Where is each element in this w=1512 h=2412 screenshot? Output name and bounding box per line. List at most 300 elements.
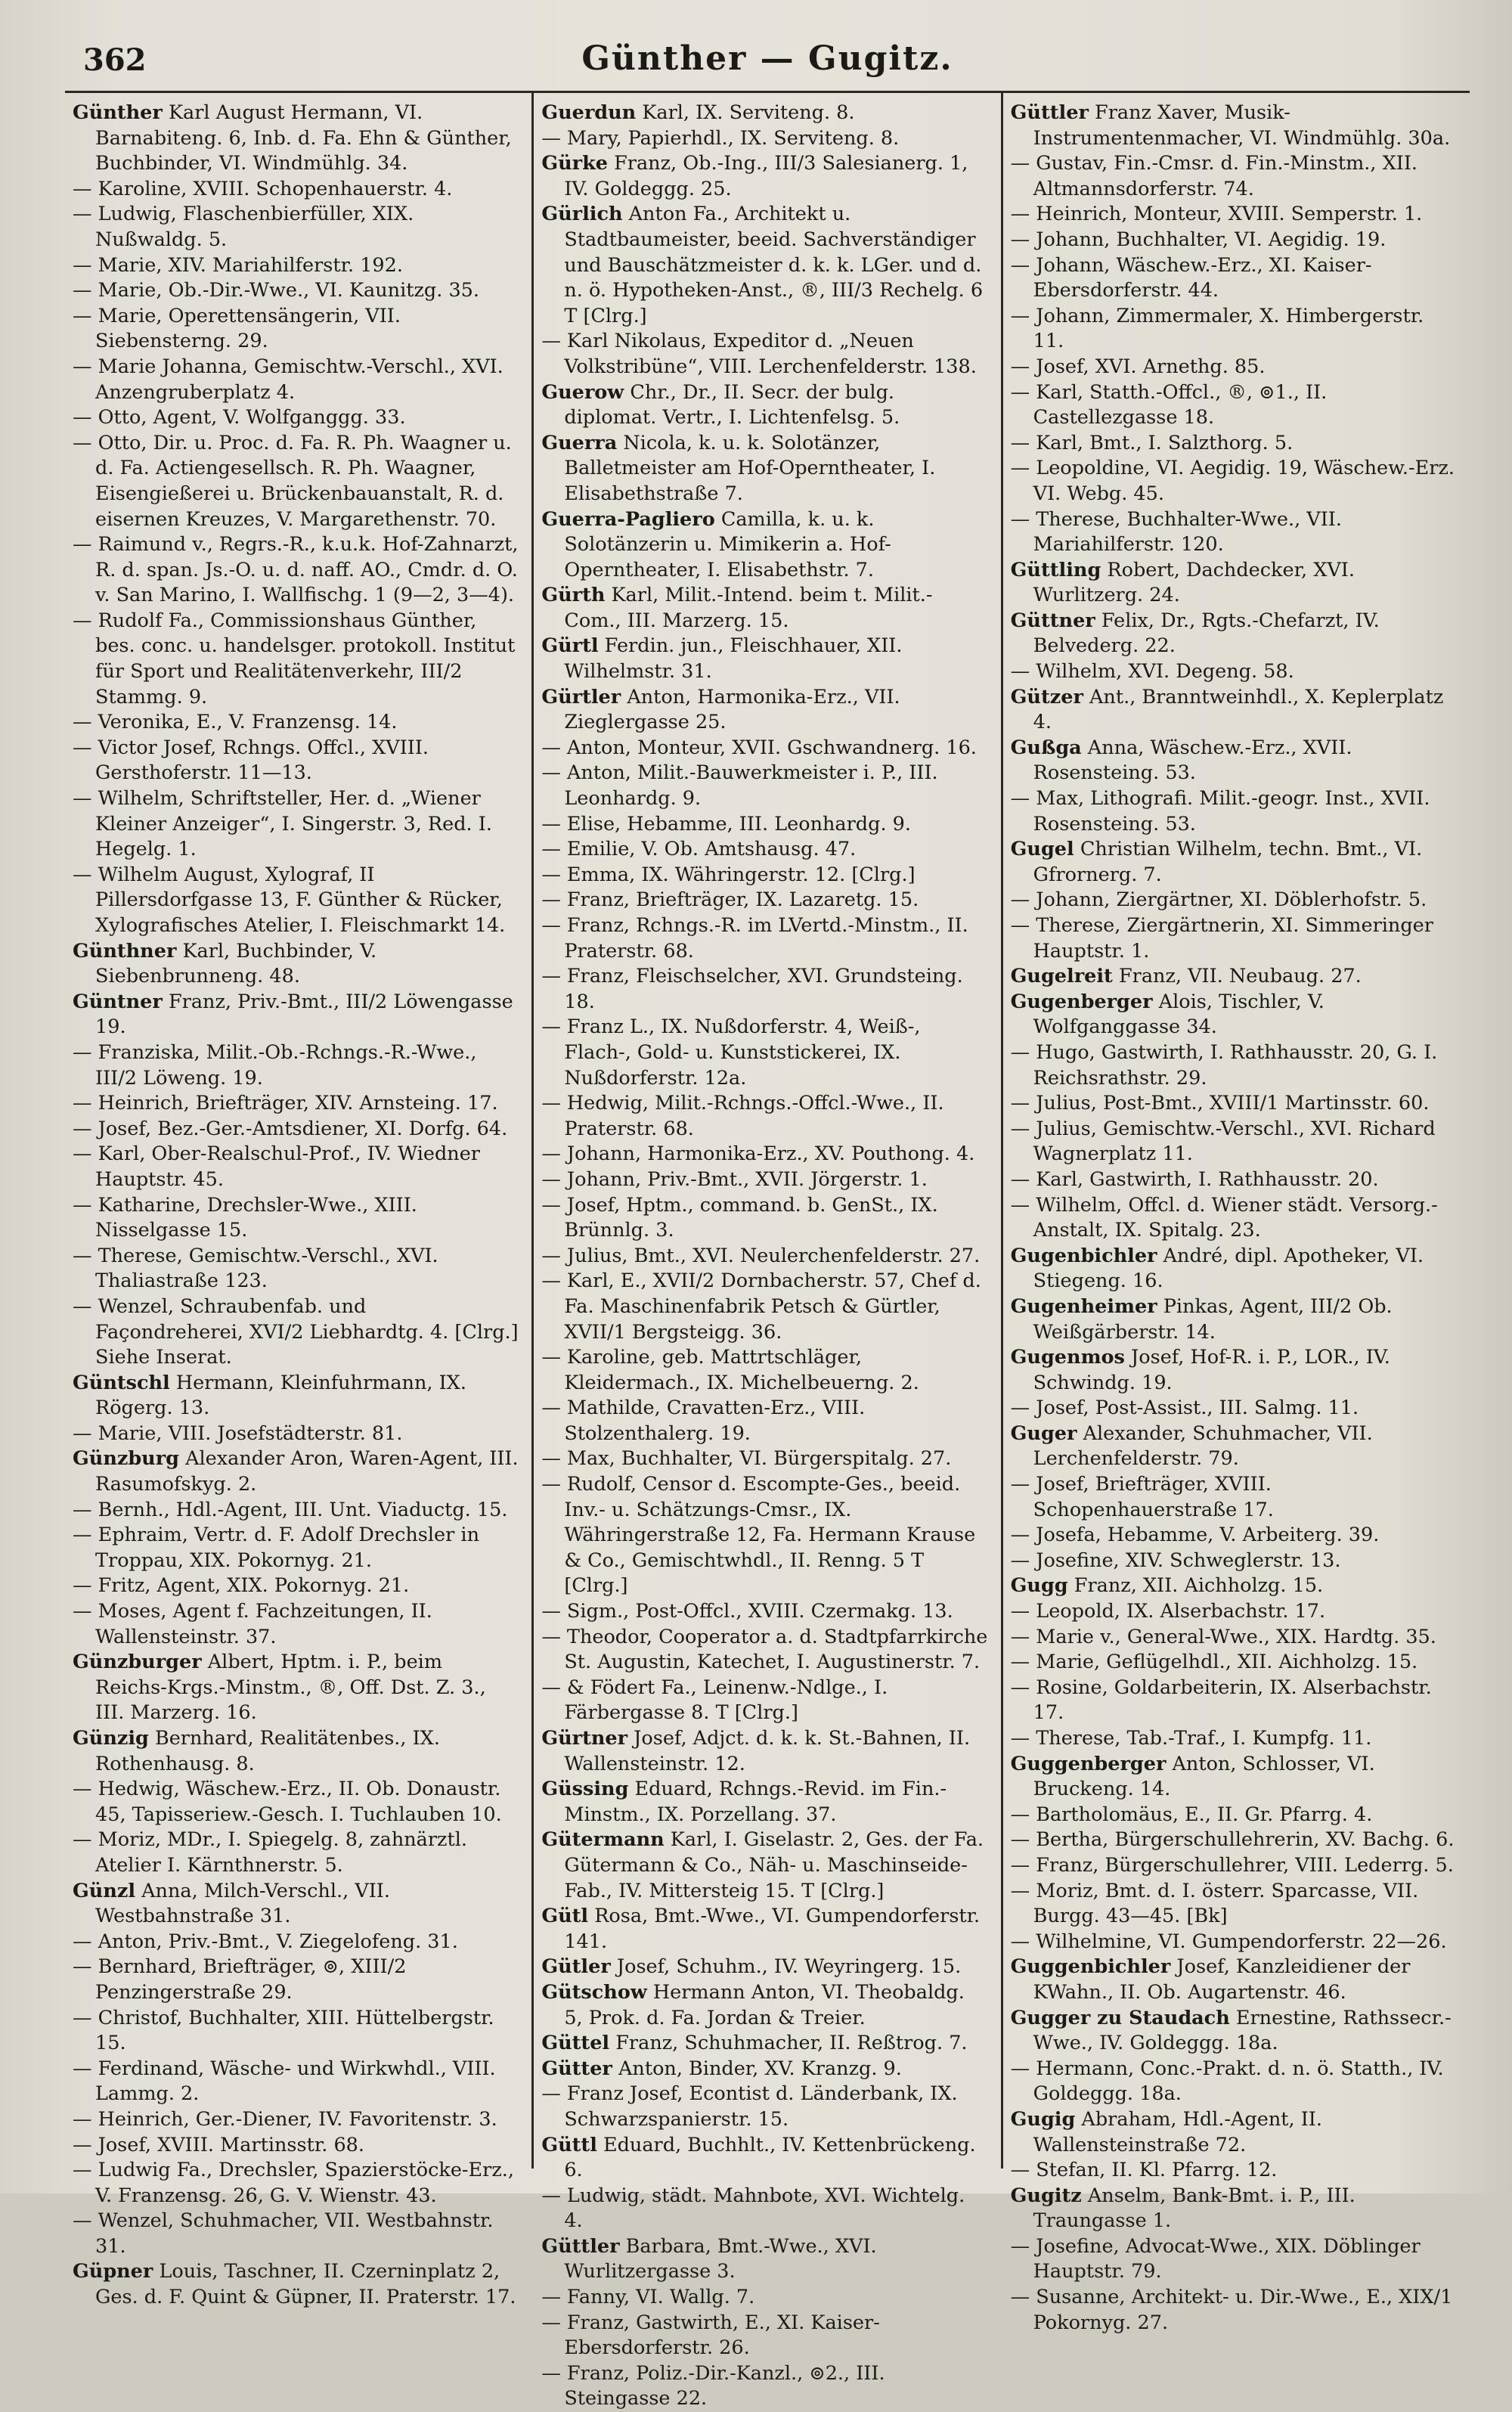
entry-surname: Gugg: [1010, 1574, 1068, 1598]
entry-text: Hermann Anton, VI. Theobaldg. 5, Prok. d. Fa. Jordan & Treier.: [564, 1980, 965, 2029]
entry-text: — Bernh., Hdl.-Agent, III. Unt. Viaductg. 15.: [73, 1498, 508, 1521]
directory-entry: [1011, 380, 1458, 431]
entry-text: — Franz, Poliz.-Dir.-Kanzl., ⊚2., III. Steingasse 22.: [541, 2361, 885, 2410]
directory-entry: [73, 2259, 519, 2310]
directory-entry: [541, 1244, 988, 1270]
entry-text: — Stefan, II. Kl. Pfarrg. 12.: [1010, 2159, 1278, 2182]
entry-text: — Leopold, IX. Alserbachstr. 17.: [1010, 1600, 1326, 1623]
entry-text: — Anton, Priv.-Bmt., V. Ziegelofeng. 31.: [73, 1930, 458, 1953]
entry-surname: Güttl: [541, 2133, 597, 2156]
entry-text: Josef, Schuhm., IV. Weyringerg. 15.: [610, 1955, 962, 1979]
entry-text: — Johann, Harmonika-Erz., XV. Pouthong. 4.: [541, 1142, 975, 1166]
entry-surname: Gugig: [1010, 2107, 1076, 2131]
entry-surname: Gugenberger: [1010, 990, 1153, 1013]
entry-text: — Hedwig, Wäschew.-Erz., II. Ob. Donaustr. 45, Tapisseriew.-Gesch. I. Tuchlauben 10.: [73, 1778, 502, 1826]
entry-text: — Marie, XIV. Mariahilferstr. 192.: [73, 253, 403, 277]
directory-entry: [1011, 1930, 1458, 1955]
entry-text: — Katharine, Drechsler-Wwe., XIII. Nisselgasse 15.: [73, 1193, 417, 1242]
entry-text: — Josefa, Hebamme, V. Arbeiterg. 39.: [1010, 1524, 1380, 1547]
directory-entry: [73, 532, 519, 609]
entry-text: Karl, Buchbinder, V. Siebenbrunneng. 48.: [95, 939, 377, 988]
entry-text: — Karoline, XVIII. Schopenhauerstr. 4.: [73, 177, 453, 200]
entry-text: Anna, Milch-Verschl., VII. Westbahnstraße 31.: [95, 1879, 390, 1928]
directory-entry: [1011, 1573, 1458, 1599]
directory-entry: [541, 1599, 988, 1625]
entry-text: — Bertha, Bürgerschullehrerin, XV. Bachg. 6.: [1010, 1828, 1455, 1852]
entry-text: — Emilie, V. Ob. Amtshausg. 47.: [541, 838, 857, 861]
entry-text: — Max, Lithografi. Milit.-geogr. Inst., XVII. Rosensteing. 53.: [1010, 787, 1430, 836]
directory-entry: [73, 1777, 519, 1828]
entry-text: — Therese, Buchhalter-Wwe., VII. Mariahilferstr. 120.: [1010, 507, 1342, 556]
entry-surname: Guggenbichler: [1010, 1955, 1171, 1979]
directory-entry: [73, 1523, 519, 1573]
directory-entry: [1011, 1244, 1458, 1294]
directory-entry: [541, 2082, 988, 2132]
directory-entry: [73, 253, 519, 279]
entry-text: Felix, Dr., Rgts.-Chefarzt, IV. Belvederg. 22.: [1033, 609, 1380, 658]
directory-entry: [541, 888, 988, 913]
entry-text: Rosa, Bmt.-Wwe., VI. Gumpendorferstr. 141.: [564, 1905, 981, 1953]
directory-entry: [541, 2311, 988, 2361]
entry-surname: Gugelreit: [1010, 965, 1113, 988]
directory-entry: [73, 177, 519, 203]
entry-text: Karl, Milit.-Intend. beim t. Milit.-Com., III. Marzerg. 15.: [564, 584, 933, 632]
entry-text: Alois, Tischler, V. Wolfganggasse 34.: [1033, 990, 1325, 1039]
directory-entry: [73, 2133, 519, 2159]
entry-text: — Heinrich, Briefträger, XIV. Arnsteing. 17.: [73, 1092, 498, 1115]
entry-surname: Günthner: [73, 939, 177, 963]
directory-entry: [73, 990, 519, 1040]
directory-entry: [73, 1091, 519, 1117]
entry-text: — Karl, Ober-Realschul-Prof., IV. Wiedner Hauptstr. 45.: [73, 1142, 480, 1191]
entry-text: — Therese, Tab.-Traf., I. Kumpfg. 11.: [1010, 1727, 1372, 1750]
entry-surname: Guerra: [541, 431, 618, 454]
directory-entry: [1011, 2057, 1458, 2107]
directory-entry: [73, 431, 519, 532]
directory-entry: [73, 1421, 519, 1447]
directory-entry: [1011, 456, 1458, 507]
entry-text: — Franziska, Milit.-Ob.-Rchngs.-R.-Wwe., III/2 Löweng. 19.: [73, 1040, 477, 1090]
entry-text: Eduard, Rchngs.-Revid. im Fin.-Minstm., IX. Porzellang. 37.: [564, 1778, 947, 1826]
entry-text: — Josefine, XIV. Schweglerstr. 13.: [1010, 1549, 1341, 1572]
directory-entry: [541, 685, 988, 736]
directory-entry: [1011, 1421, 1458, 1472]
entry-text: Robert, Dachdecker, XVI. Wurlitzerg. 24.: [1033, 558, 1355, 607]
entry-text: — Mary, Papierhdl., IX. Serviteng. 8.: [541, 126, 900, 150]
entry-text: — Franz, Rchngs.-R. im LVertd.-Minstm., II. Praterstr. 68.: [541, 914, 968, 963]
entry-surname: Günzburg: [73, 1447, 179, 1471]
entry-text: — Rudolf Fa., Commissionshaus Günther, bes. conc. u. handelsger. protokoll. Institut für Sport und Realitätenverkehr, III/2 Stammg. 9.: [73, 609, 516, 708]
column-right: [1001, 93, 1470, 2334]
directory-entry: [541, 202, 988, 329]
entry-surname: Günther: [73, 101, 163, 124]
entry-surname: Günzburger: [73, 1651, 202, 1674]
entry-surname: Güttner: [1010, 609, 1095, 632]
entry-text: — Johann, Zimmermaler, X. Himbergerstr. 11.: [1010, 304, 1424, 353]
entry-surname: Güssing: [541, 1778, 629, 1801]
column-left: [65, 93, 531, 2309]
directory-entry: [1011, 1523, 1458, 1549]
entry-text: — Victor Josef, Rchngs. Offcl., XVIII. Gersthoferstr. 11—13.: [73, 736, 429, 785]
directory-entry: [541, 736, 988, 761]
entry-text: André, dipl. Apotheker, VI. Stiegeng. 16.: [1033, 1244, 1424, 1293]
entry-surname: Günzl: [73, 1879, 136, 1902]
entry-text: — Ludwig Fa., Drechsler, Spazierstöcke-Erz., V. Franzensg. 26, G. V. Wienstr. 43.: [73, 2159, 514, 2207]
entry-surname: Gugenheimer: [1010, 1294, 1157, 1318]
directory-entry: [1011, 2006, 1458, 2057]
directory-entry: [1011, 228, 1458, 253]
directory-entry: [541, 431, 988, 507]
entry-text: — Sigm., Post-Offcl., XVIII. Czermakg. 13.: [541, 1600, 953, 1623]
entry-text: Alexander, Schuhmacher, VII. Lerchenfelderstr. 79.: [1033, 1421, 1373, 1471]
directory-entry: [73, 1294, 519, 1371]
entry-text: — Susanne, Architekt- u. Dir.-Wwe., E., XIX/1 Pokornyg. 27.: [1010, 2286, 1453, 2334]
entry-text: Barbara, Bmt.-Wwe., XVI. Wurlitzergasse 3.: [564, 2234, 877, 2283]
directory-entry: [541, 1777, 988, 1828]
entry-text: — Karl, Gastwirth, I. Rathhausstr. 20.: [1010, 1167, 1379, 1191]
entry-text: — Hedwig, Milit.-Rchngs.-Offcl.-Wwe., II. Praterstr. 68.: [541, 1092, 944, 1140]
entry-text: — Anton, Milit.-Bauwerkmeister i. P., III. Leonhardg. 9.: [541, 761, 938, 811]
entry-text: — Marie v., General-Wwe., XIX. Hardtg. 35.: [1010, 1625, 1436, 1648]
directory-entry: [541, 507, 988, 584]
directory-entry: [1011, 202, 1458, 228]
entry-text: — Johann, Ziergärtner, XI. Döblerhofstr. 5.: [1010, 888, 1427, 912]
entry-text: — Josef, XVI. Arnethg. 85.: [1010, 355, 1266, 378]
entry-text: Anton, Binder, XV. Kranzg. 9.: [612, 2057, 902, 2080]
entry-text: Franz, VII. Neubaug. 27.: [1112, 965, 1362, 988]
entry-surname: Gugitz: [1010, 2184, 1082, 2207]
directory-entry: [1011, 888, 1458, 913]
directory-entry: [73, 1244, 519, 1294]
page-header: [65, 38, 1470, 93]
entry-text: — Bartholomäus, E., II. Gr. Pfarrg. 4.: [1010, 1803, 1373, 1826]
directory-entry: [541, 1828, 988, 1904]
directory-entry: [73, 710, 519, 736]
directory-entry: [1011, 1294, 1458, 1345]
entry-text: — Max, Buchhalter, VI. Bürgerspitalg. 27.: [541, 1447, 952, 1471]
entry-text: — Josef, Briefträger, XVIII. Schopenhauerstraße 17.: [1010, 1473, 1274, 1521]
directory-entry: [541, 380, 988, 431]
directory-entry: [1011, 1853, 1458, 1879]
entry-text: — Hermann, Conc.-Prakt. d. n. ö. Statth., IV. Goldeggg. 18a.: [1010, 2057, 1444, 2106]
entry-text: — Franz Josef, Econtist d. Länderbank, IX. Schwarzspanierstr. 15.: [541, 2082, 958, 2131]
directory-entry: [541, 1980, 988, 2031]
entry-text: — Johann, Buchhalter, VI. Aegidig. 19.: [1010, 228, 1387, 251]
entry-text: Anna, Wäschew.-Erz., XVII. Rosensteing. 53.: [1033, 736, 1352, 785]
directory-entry: [1011, 507, 1458, 558]
directory-entry: [1011, 736, 1458, 786]
entry-surname: Guerra-Pagliero: [541, 507, 715, 531]
entry-text: — Wilhelmine, VI. Gumpendorferstr. 22—26.: [1010, 1930, 1447, 1953]
entry-surname: Gürth: [541, 584, 606, 607]
entry-text: — Josef, Post-Assist., III. Salmg. 11.: [1010, 1397, 1359, 1420]
directory-entry: [1011, 1091, 1458, 1117]
directory-entry: [73, 863, 519, 939]
entry-text: — Josef, XVIII. Martinsstr. 68.: [73, 2133, 364, 2156]
directory-entry: [541, 1726, 988, 1777]
entry-text: — Wilhelm August, Xylograf, II Pillersdorfgasse 13, F. Günther & Rücker, Xylografisches Atelier, I. Fleischmarkt 14.: [73, 863, 506, 937]
directory-entry: [1011, 659, 1458, 685]
entry-text: — Ludwig, städt. Mahnbote, XVI. Wichtelg. 4.: [541, 2184, 965, 2233]
entry-surname: Gütl: [541, 1905, 589, 1928]
directory-entry: [541, 1345, 988, 1396]
entry-surname: Guerow: [541, 380, 624, 404]
entry-text: — Heinrich, Monteur, XVIII. Semperstr. 1.: [1010, 203, 1423, 226]
entry-text: — Gustav, Fin.-Cmsr. d. Fin.-Minstm., XII. Altmannsdorferstr. 74.: [1010, 152, 1418, 200]
directory-entry: [541, 1676, 988, 1726]
entry-text: — Moriz, MDr., I. Spiegelg. 8, zahnärztl. Atelier I. Kärnthnerstr. 5.: [73, 1828, 468, 1877]
directory-entry: [73, 1828, 519, 1878]
entry-text: — Wenzel, Schuhmacher, VII. Westbahnstr. 31.: [73, 2209, 494, 2258]
directory-entry: [73, 1930, 519, 1955]
entry-text: — Heinrich, Ger.-Diener, IV. Favoritenstr. 3.: [73, 2107, 497, 2131]
directory-entry: [541, 1904, 988, 1955]
entry-text: — Rudolf, Censor d. Escompte-Ges., beeid. Inv.- u. Schätzungs-Cmsr., IX. Währingerstraße 12, Fa. Hermann Krause & Co., Gemischtwhdl., II. Renng. 5 T [Clrg.]: [541, 1473, 976, 1598]
directory-entry: [541, 126, 988, 152]
entry-text: — Marie, Operettensängerin, VII. Siebensterng. 29.: [73, 304, 401, 353]
directory-entry: [1011, 2107, 1458, 2158]
directory-entry: [73, 1498, 519, 1524]
entry-text: — Marie, Geflügelhdl., XII. Aichholzg. 15.: [1010, 1651, 1418, 1674]
entry-text: — Franz L., IX. Nußdorferstr. 4, Weiß-, Flach-, Gold- u. Kunststickerei, IX. Nußdorferstr. 12a.: [541, 1015, 921, 1090]
directory-entry: [541, 1472, 988, 1599]
entry-text: Pinkas, Agent, III/2 Ob. Weißgärberstr. 14.: [1033, 1294, 1393, 1344]
entry-surname: Guger: [1010, 1421, 1077, 1445]
directory-entry: [1011, 151, 1458, 202]
entry-text: — Wilhelm, Schriftsteller, Her. d. „Wiener Kleiner Anzeiger“, I. Singerstr. 3, Red. I. Hegelg. 1.: [73, 787, 492, 861]
directory-entry: [73, 2107, 519, 2133]
directory-entry: [541, 151, 988, 202]
directory-entry: [1011, 1828, 1458, 1853]
directory-entry: [541, 1446, 988, 1472]
directory-entry: [541, 2285, 988, 2311]
directory-entry: [1011, 1803, 1458, 1828]
directory-entry: [541, 761, 988, 811]
entry-text: — Marie Johanna, Gemischtw.-Verschl., XVI. Anzengruberplatz 4.: [73, 355, 503, 404]
entry-surname: Gütermann: [541, 1828, 665, 1852]
directory-entry: [1011, 609, 1458, 659]
directory-entry: [1011, 355, 1458, 380]
directory-entry: [541, 634, 988, 684]
directory-entry: [1011, 101, 1458, 151]
entry-text: Abraham, Hdl.-Agent, II. Wallensteinstraße 72.: [1033, 2107, 1322, 2156]
entry-text: Louis, Taschner, II. Czerninplatz 2, Ges. d. F. Quint & Güpner, II. Praterstr. 17.: [95, 2260, 516, 2309]
entry-text: — Bernhard, Briefträger, ⊚, XIII/2 Penzingerstraße 29.: [73, 1955, 407, 2004]
directory-entry: [541, 2234, 988, 2285]
entry-surname: Güttler: [541, 2234, 620, 2258]
directory-entry: [73, 1955, 519, 2005]
entry-text: — Anton, Monteur, XVII. Gschwandnerg. 16.: [541, 736, 977, 759]
entry-text: Josef, Adjct. d. k. k. St.-Bahnen, II. Wallensteinstr. 12.: [564, 1727, 971, 1775]
entry-text: — Karl, Bmt., I. Salzthorg. 5.: [1010, 431, 1294, 454]
directory-entry: [1011, 1650, 1458, 1676]
directory-entry: [73, 2209, 519, 2259]
entry-text: — Leopoldine, VI. Aegidig. 19, Wäschew.-Erz. VI. Webg. 45.: [1010, 457, 1455, 505]
directory-entry: [73, 939, 519, 990]
entry-text: Franz, Priv.-Bmt., III/2 Löwengasse 19.: [95, 990, 513, 1039]
entry-surname: Gugenbichler: [1010, 1244, 1157, 1267]
directory-entry: [541, 2057, 988, 2082]
entry-text: — Josef, Bez.-Ger.-Amtsdiener, XI. Dorfg. 64.: [73, 1117, 508, 1140]
directory-columns: [65, 93, 1470, 2410]
directory-entry: [541, 1091, 988, 1142]
directory-entry: [73, 736, 519, 786]
directory-entry: [1011, 1396, 1458, 1421]
directory-entry: [1011, 558, 1458, 609]
entry-text: — Karl, E., XVII/2 Dornbacherstr. 57, Chef d. Fa. Maschinenfabrik Petsch & Gürtler, XVII/1 Bergsteigg. 36.: [541, 1270, 981, 1344]
entry-text: — Karl, Statth.-Offcl., ®, ⊚1., II. Castellezgasse 18.: [1010, 380, 1328, 429]
entry-text: Karl, I. Giselastr. 2, Ges. der Fa. Gütermann & Co., Näh- u. Maschinseide-Fab., IV. Mittersteig 15. T [Clrg.]: [564, 1828, 984, 1902]
entry-surname: Guggenberger: [1010, 1752, 1167, 1775]
directory-entry: [541, 1955, 988, 1980]
entry-text: — Emma, IX. Währingerstr. 12. [Clrg.]: [541, 863, 916, 886]
directory-entry: [73, 405, 519, 431]
directory-entry: [541, 1396, 988, 1446]
directory-entry: [541, 329, 988, 380]
entry-text: — Rosine, Goldarbeiterin, IX. Alserbachstr. 17.: [1010, 1676, 1432, 1725]
entry-text: — Franz, Bürgerschullehrer, VIII. Lederrg. 5.: [1010, 1853, 1454, 1877]
directory-entry: [1011, 431, 1458, 457]
directory-entry: [541, 583, 988, 634]
directory-entry: [541, 1269, 988, 1345]
directory-entry: [73, 1573, 519, 1599]
directory-entry: [73, 101, 519, 177]
entry-text: — Fanny, VI. Wallg. 7.: [541, 2286, 755, 2309]
entry-text: — Karl Nikolaus, Expeditor d. „Neuen Volkstribüne“, VIII. Lerchenfelderstr. 138.: [541, 330, 977, 378]
directory-entry: [73, 609, 519, 710]
entry-text: Nicola, k. u. k. Solotänzer, Balletmeister am Hof-Operntheater, I. Elisabethstraße 7.: [564, 431, 936, 505]
entry-text: — Veronika, E., V. Franzensg. 14.: [73, 711, 398, 734]
column-middle: [531, 93, 1000, 2410]
directory-entry: [541, 812, 988, 838]
entry-text: — Elise, Hebamme, III. Leonhardg. 9.: [541, 812, 911, 836]
directory-entry: [541, 2031, 988, 2057]
directory-entry: [73, 1371, 519, 1421]
directory-entry: [73, 786, 519, 863]
entry-text: — Johann, Priv.-Bmt., XVII. Jörgerstr. 1.: [541, 1167, 928, 1191]
entry-surname: Gützer: [1010, 685, 1083, 708]
entry-surname: Güttler: [1010, 101, 1089, 124]
entry-text: — Marie, Ob.-Dir.-Wwe., VI. Kaunitzg. 35.: [73, 279, 480, 302]
entry-text: Alexander Aron, Waren-Agent, III. Rasumofskyg. 2.: [95, 1447, 519, 1496]
directory-entry: [541, 1015, 988, 1091]
directory-entry: [541, 101, 988, 126]
entry-text: — Julius, Post-Bmt., XVIII/1 Martinsstr. 60.: [1010, 1092, 1430, 1115]
entry-surname: Gugenmos: [1010, 1346, 1125, 1369]
entry-surname: Güntner: [73, 990, 163, 1013]
entry-text: Anton, Schlosser, VI. Bruckeng. 14.: [1033, 1752, 1375, 1801]
directory-entry: [1011, 1117, 1458, 1167]
entry-text: — Moses, Agent f. Fachzeitungen, II. Wallensteinstr. 37.: [73, 1600, 432, 1648]
entry-surname: Gürtler: [541, 685, 621, 708]
entry-text: Karl August Hermann, VI. Barnabiteng. 6, Inb. d. Fa. Ehn & Günther, Buchbinder, VI. Windmühlg. 34.: [95, 101, 512, 175]
directory-entry: [541, 913, 988, 964]
entry-text: — Wilhelm, Offcl. d. Wiener städt. Versorg.-Anstalt, IX. Spitalg. 23.: [1010, 1193, 1438, 1242]
entry-text: Hermann, Kleinfuhrmann, IX. Rögerg. 13.: [95, 1371, 466, 1420]
entry-surname: Günzig: [73, 1727, 149, 1750]
entry-surname: Güntschl: [73, 1371, 170, 1394]
entry-text: Ant., Branntweinhdl., X. Keplerplatz 4.: [1033, 685, 1444, 734]
page-number: 362: [83, 42, 147, 78]
entry-text: — Fritz, Agent, XIX. Pokornyg. 21.: [73, 1574, 410, 1598]
directory-entry: [1011, 1345, 1458, 1396]
directory-entry: [73, 1879, 519, 1930]
directory-entry: [73, 355, 519, 405]
directory-entry: [73, 1599, 519, 1650]
entry-surname: Güttel: [541, 2032, 610, 2055]
entry-text: — Josefine, Advocat-Wwe., XIX. Döblinger Hauptstr. 79.: [1010, 2234, 1421, 2283]
directory-entry: [73, 1446, 519, 1497]
entry-text: — Ferdinand, Wäsche- und Wirkwhdl., VIII. Lammg. 2.: [73, 2057, 496, 2106]
entry-text: — Moriz, Bmt. d. I. österr. Sparcasse, VII. Burgg. 43—45. [Bk]: [1010, 1879, 1419, 1928]
directory-entry: [1011, 1549, 1458, 1574]
entry-surname: Gütter: [541, 2057, 612, 2080]
entry-text: Albert, Hptm. i. P., beim Reichs-Krgs.-Minstm., ®, Off. Dst. Z. 3., III. Marzerg. 16.: [95, 1651, 486, 1725]
directory-entry: [1011, 1676, 1458, 1726]
directory-entry: [1011, 1599, 1458, 1625]
entry-text: Franz, Schuhmacher, II. Reßtrog. 7.: [609, 2032, 968, 2055]
entry-text: — Otto, Dir. u. Proc. d. Fa. R. Ph. Waagner u. d. Fa. Actiengesellsch. R. Ph. Waagner, Eisengießerei u. Brückenbauanstalt, R. d. eisernen Kreuzes, V. Margarethenstr. 70.: [73, 431, 512, 531]
directory-entry: [73, 1040, 519, 1091]
directory-entry: [1011, 1040, 1458, 1091]
entry-surname: Gürlich: [541, 203, 623, 226]
directory-entry: [1011, 786, 1458, 837]
directory-entry: [1011, 964, 1458, 990]
directory-entry: [1011, 1726, 1458, 1752]
entry-text: Ferdin. jun., Fleischhauer, XII. Wilhelmstr. 31.: [564, 634, 903, 684]
page-title: Günther — Gugitz.: [581, 39, 953, 78]
entry-text: Josef, Hof-R. i. P., LOR., IV. Schwindg. 19.: [1033, 1346, 1390, 1394]
directory-entry: [73, 2158, 519, 2209]
directory-entry: [1011, 1167, 1458, 1193]
entry-surname: Gürtl: [541, 634, 599, 658]
entry-text: — Karoline, geb. Mattrtschläger, Kleidermach., IX. Michelbeuerng. 2.: [541, 1346, 919, 1394]
directory-entry: [73, 1726, 519, 1777]
entry-text: — Mathilde, Cravatten-Erz., VIII. Stolzenthalerg. 19.: [541, 1397, 866, 1445]
directory-entry: [541, 2184, 988, 2234]
entry-surname: Gütler: [541, 1955, 611, 1979]
directory-entry: [541, 1167, 988, 1193]
entry-surname: Gußga: [1010, 736, 1082, 759]
directory-entry: [1011, 837, 1458, 888]
directory-entry: [1011, 1879, 1458, 1930]
entry-text: Anton Fa., Architekt u. Stadtbaumeister, beeid. Sachverständiger und Bauschätzmeister d. k. k. LGer. und d. n. ö. Hypotheken-Anst., ®, III/3 Rechelg. 6 T [Clrg.]: [564, 203, 984, 327]
entry-text: — Ephraim, Vertr. d. F. Adolf Drechsler in Troppau, XIX. Pokornyg. 21.: [73, 1524, 480, 1572]
directory-entry: [541, 2361, 988, 2412]
directory-entry: [73, 304, 519, 355]
directory-entry: [1011, 304, 1458, 355]
directory-entry: [541, 837, 988, 863]
directory-entry: [541, 863, 988, 888]
entry-text: — Julius, Bmt., XVI. Neulerchenfelderstr. 27.: [541, 1244, 981, 1267]
directory-entry: [1011, 253, 1458, 304]
entry-surname: Güttling: [1010, 558, 1101, 581]
directory-entry: [541, 1142, 988, 1167]
entry-text: — Wenzel, Schraubenfab. und Façondreherei, XVI/2 Liebhardtg. 4. [Clrg.] Siehe Inserat.: [73, 1294, 519, 1369]
directory-entry: [1011, 1193, 1458, 1244]
entry-text: — Ludwig, Flaschenbierfüller, XIX. Nußwaldg. 5.: [73, 203, 414, 251]
entry-text: — Marie, VIII. Josefstädterstr. 81.: [73, 1421, 403, 1445]
directory-entry: [541, 1193, 988, 1244]
entry-text: — Franz, Gastwirth, E., XI. Kaiser-Ebersdorferstr. 26.: [541, 2311, 880, 2360]
entry-text: — Therese, Gemischtw.-Verschl., XVI. Thaliastraße 123.: [73, 1244, 438, 1293]
directory-entry: [1011, 990, 1458, 1040]
entry-text: — Theodor, Cooperator a. d. Stadtpfarrkirche St. Augustin, Katechet, I. Augustinerstr. 7.: [541, 1625, 988, 1674]
entry-surname: Gugger zu Staudach: [1010, 2006, 1230, 2029]
directory-entry: [1011, 1472, 1458, 1523]
entry-text: Bernhard, Realitätenbes., IX. Rothenhausg. 8.: [95, 1727, 440, 1775]
directory-entry: [73, 1193, 519, 1244]
